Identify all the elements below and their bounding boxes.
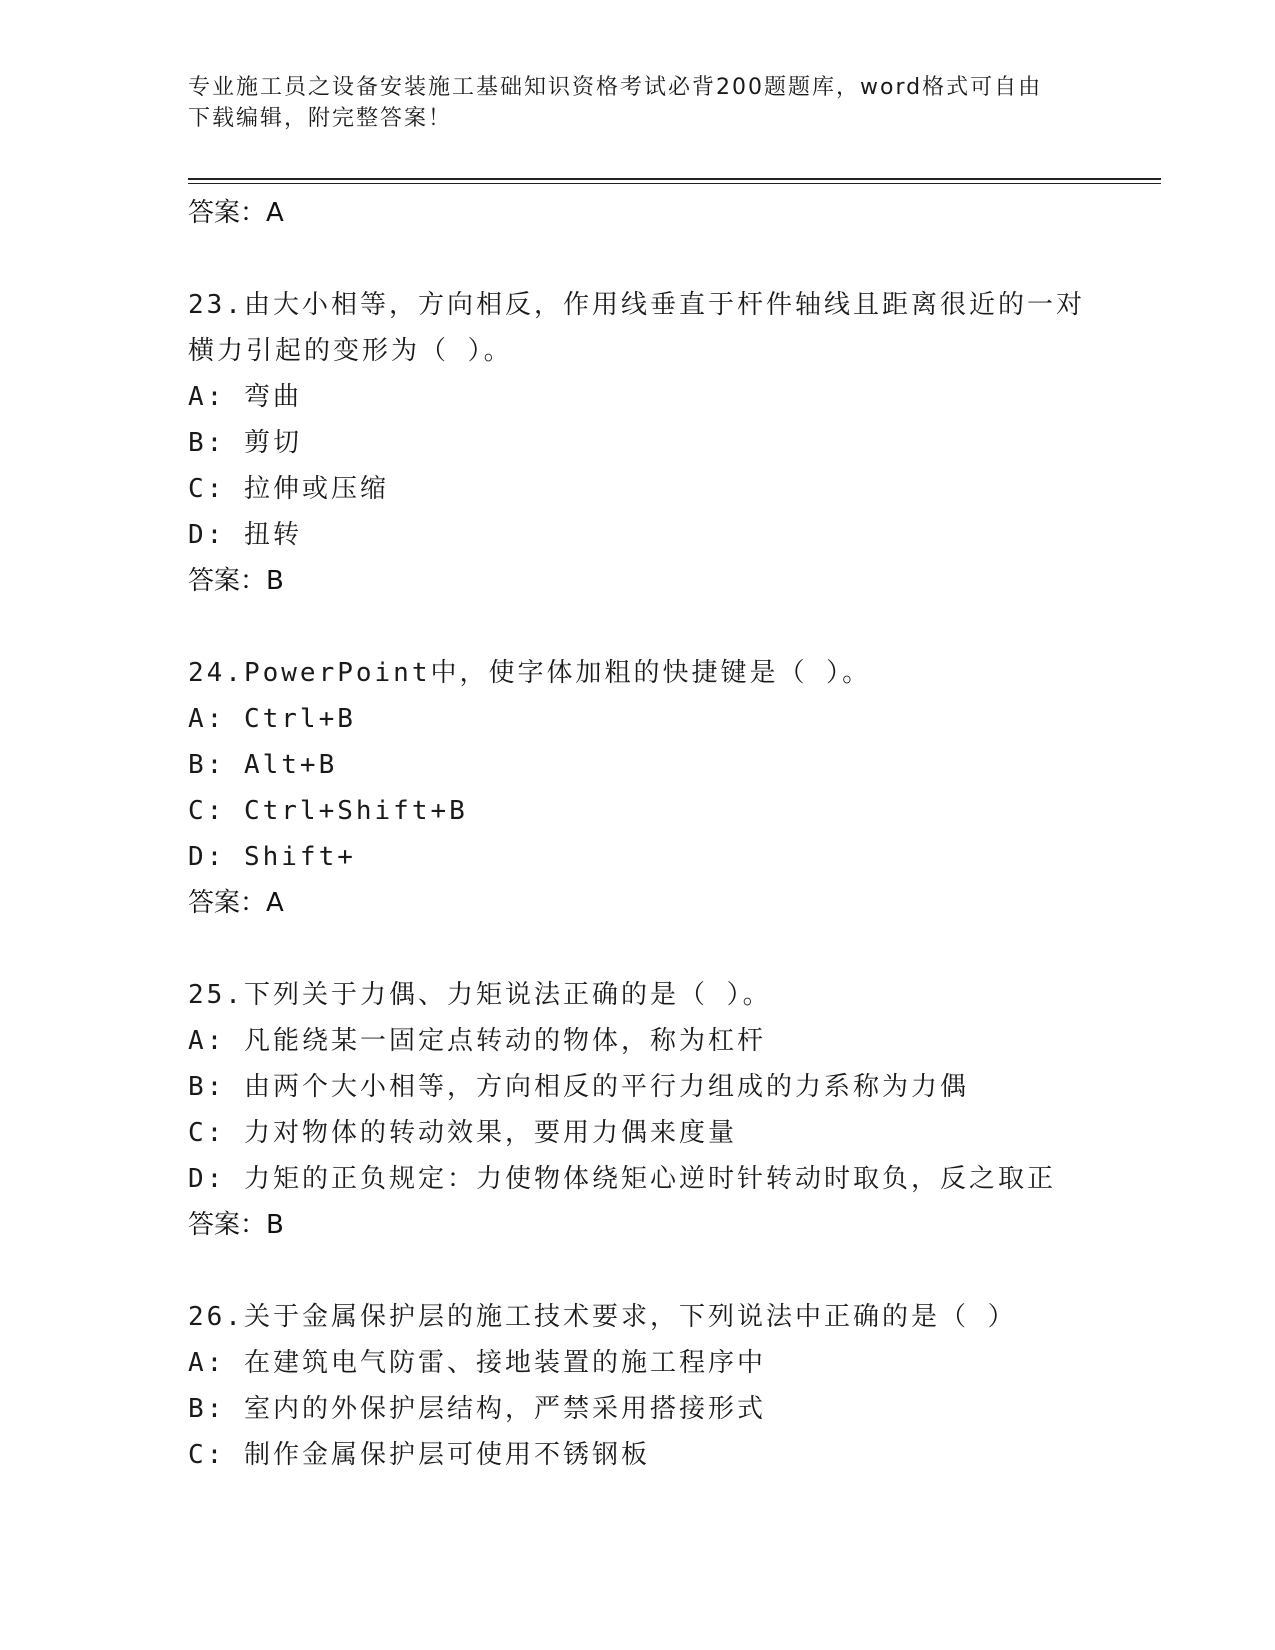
option-d: D: 力矩的正负规定：力使物体绕矩心逆时针转动时取负，反之取正 [188,1164,1056,1194]
question-stem: 26.关于金属保护层的施工技术要求，下列说法中正确的是（ ） [188,1302,1017,1332]
option-a: A: 在建筑电气防雷、接地装置的施工程序中 [188,1348,766,1378]
question-23 [188,282,1128,604]
question-list [188,190,1128,1478]
option-b: B: 室内的外保护层结构，严禁采用搭接形式 [188,1394,766,1424]
option-b: B: 剪切 [188,428,302,458]
option-c: C: 力对物体的转动效果，要用力偶来度量 [188,1118,737,1148]
header-rule-thin [188,183,1161,184]
option-c: C: 制作金属保护层可使用不锈钢板 [188,1440,650,1470]
option-a: A: Ctrl+B [188,704,356,734]
option-a: A: 弯曲 [188,382,302,412]
question-stem: 25.下列关于力偶、力矩说法正确的是（ ）。 [188,980,772,1010]
option-b: B: 由两个大小相等，方向相反的平行力组成的力系称为力偶 [188,1072,969,1102]
question-answer: 答案：B [188,566,284,596]
document-header [188,72,1088,134]
option-b: B: Alt+B [188,750,338,780]
option-a: A: 凡能绕某一固定点转动的物体，称为杠杆 [188,1026,766,1056]
question-25 [188,972,1128,1248]
question-answer: 答案：B [188,1210,284,1240]
option-d: D: Shift+ [188,842,356,872]
question-stem: 23.由大小相等，方向相反，作用线垂直于杆件轴线且距离很近的一对 横力引起的变形为（ ）。 [188,290,1085,366]
header-line-1: 专业施工员之设备安装施工基础知识资格考试必背200题题库，word格式可自由 [188,75,1043,100]
question-stem: 24.PowerPoint中，使字体加粗的快捷键是（ ）。 [188,658,872,688]
question-24 [188,650,1128,926]
question-26 [188,1294,1128,1478]
previous-answer: 答案：A [188,198,284,228]
option-d: D: 扭转 [188,520,302,550]
question-answer: 答案：A [188,888,284,918]
header-rule-thick [188,178,1161,180]
option-c: C: Ctrl+Shift+B [188,796,468,826]
header-line-2: 下载编辑，附完整答案！ [188,106,453,131]
option-c: C: 拉伸或压缩 [188,474,389,504]
